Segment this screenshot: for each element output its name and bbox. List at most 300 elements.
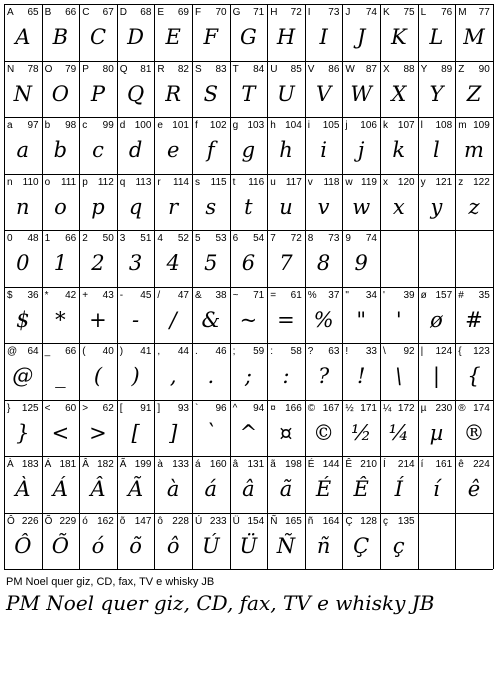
glyph-cell <box>418 230 456 287</box>
glyph-code-label: 47 <box>177 289 189 301</box>
glyph-char-label: ] <box>157 402 161 414</box>
glyph-char-label: = <box>270 289 277 301</box>
glyph-sample: G <box>240 25 257 49</box>
glyph-code-label: 122 <box>473 176 490 188</box>
glyph-code-label: 76 <box>441 7 453 18</box>
glyph-char-label: ê <box>458 459 464 470</box>
glyph-code-label: 131 <box>247 459 265 470</box>
glyph-sample: z <box>468 194 480 219</box>
glyph-cell <box>380 343 418 400</box>
glyph-char-label: M <box>458 7 467 18</box>
glyph-char-label: c <box>82 120 88 131</box>
glyph-code-label: 182 <box>97 459 114 470</box>
glyph-code-label: 102 <box>209 120 227 131</box>
glyph-cell <box>455 117 493 174</box>
glyph-sample: H <box>276 25 296 49</box>
glyph-code-label: 50 <box>102 233 114 244</box>
glyph-cell <box>342 456 380 513</box>
glyph-sample: j <box>357 138 365 162</box>
glyph-cell <box>230 400 268 457</box>
glyph-char-label: N <box>7 63 15 75</box>
glyph-code-label: 65 <box>27 7 39 18</box>
glyph-cell <box>192 61 230 118</box>
glyph-sample: $ <box>16 307 30 332</box>
glyph-char-label: W <box>345 63 355 75</box>
glyph-sample: Â <box>90 477 106 501</box>
glyph-code-label: 73 <box>328 7 340 18</box>
glyph-sample: Ç <box>353 533 370 558</box>
glyph-char-label: E <box>157 7 165 18</box>
glyph-sample: % <box>313 307 334 332</box>
glyph-sample: ? <box>317 364 330 388</box>
glyph-code-label: 119 <box>361 176 377 188</box>
glyph-cell <box>380 117 418 174</box>
glyph-cell <box>79 513 117 570</box>
glyph-code-label: 84 <box>253 63 265 75</box>
glyph-cell <box>117 174 155 231</box>
glyph-sample: Y <box>429 81 444 106</box>
glyph-cell <box>117 287 155 344</box>
glyph-char-label: V <box>307 63 315 75</box>
glyph-char-label: h <box>270 120 276 131</box>
glyph-cell <box>154 400 192 457</box>
character-map-grid <box>4 4 494 590</box>
glyph-char-label: ~ <box>232 289 239 301</box>
glyph-char-label: ø <box>420 289 427 301</box>
glyph-code-label: 230 <box>435 402 453 414</box>
glyph-sample: ~ <box>239 307 258 332</box>
glyph-sample: x <box>392 194 405 219</box>
glyph-code-label: 120 <box>397 176 415 188</box>
glyph-sample: y <box>430 194 443 219</box>
glyph-sample: B <box>52 25 69 49</box>
glyph-char-label: w <box>345 176 353 188</box>
glyph-cell <box>305 287 343 344</box>
glyph-char-label: à <box>157 459 163 470</box>
glyph-code-label: 66 <box>65 7 77 18</box>
glyph-cell <box>4 117 42 174</box>
glyph-cell <box>418 174 456 231</box>
glyph-char-label: í <box>420 459 424 470</box>
glyph-char-label: + <box>82 289 89 301</box>
glyph-code-label: 105 <box>322 120 340 131</box>
glyph-code-label: 58 <box>290 346 302 357</box>
glyph-char-label: _ <box>44 346 51 357</box>
glyph-char-label: ` <box>195 402 199 414</box>
glyph-code-label: 94 <box>253 402 265 414</box>
glyph-char-label: * <box>44 289 49 301</box>
glyph-char-label: u <box>270 176 276 188</box>
glyph-sample: M <box>463 25 485 49</box>
glyph-sample: 8 <box>316 251 331 275</box>
glyph-cell <box>154 174 192 231</box>
glyph-cell <box>305 400 343 457</box>
glyph-char-label: K <box>383 7 390 18</box>
glyph-sample: ñ <box>316 533 331 558</box>
glyph-sample: - <box>132 307 140 332</box>
glyph-sample: P <box>90 81 106 106</box>
glyph-sample: Z <box>466 81 482 106</box>
glyph-cell <box>418 117 456 174</box>
glyph-cell <box>192 400 230 457</box>
glyph-char-label: s <box>195 176 200 188</box>
glyph-char-label: @ <box>7 346 18 357</box>
glyph-sample: v <box>317 194 330 219</box>
glyph-cell <box>4 287 42 344</box>
glyph-code-label: 210 <box>360 459 377 470</box>
glyph-char-label: 5 <box>195 233 201 244</box>
glyph-char-label: b <box>44 120 51 131</box>
glyph-cell <box>267 4 305 61</box>
glyph-code-label: 160 <box>209 459 227 470</box>
glyph-char-label: Ô <box>7 515 15 527</box>
glyph-char-label: ç <box>383 515 388 527</box>
glyph-code-label: 38 <box>215 289 227 301</box>
glyph-char-label: % <box>307 289 317 301</box>
glyph-sample: Í <box>394 477 403 501</box>
glyph-code-label: 88 <box>403 63 415 75</box>
glyph-sample: p <box>91 194 105 219</box>
glyph-sample: r <box>168 194 179 219</box>
glyph-char-label: © <box>307 402 316 414</box>
glyph-sample: D <box>127 25 145 49</box>
glyph-code-label: 68 <box>140 7 152 18</box>
glyph-code-label: 52 <box>177 233 189 244</box>
glyph-char-label: r <box>157 176 161 188</box>
glyph-cell <box>305 513 343 570</box>
glyph-sample: R <box>165 81 182 106</box>
glyph-code-label: 59 <box>253 346 265 357</box>
glyph-code-label: 69 <box>177 7 189 18</box>
glyph-sample: U <box>277 81 295 106</box>
glyph-cell <box>267 456 305 513</box>
glyph-cell <box>230 4 268 61</box>
glyph-sample: h <box>279 138 293 162</box>
glyph-code-label: 61 <box>290 289 302 301</box>
glyph-sample: = <box>277 307 295 332</box>
glyph-code-label: 34 <box>365 289 377 301</box>
glyph-char-label: R <box>157 63 165 75</box>
glyph-sample: ] <box>169 420 178 445</box>
glyph-sample: i <box>320 138 327 162</box>
glyph-char-label: T <box>232 63 239 75</box>
glyph-char-label: l <box>420 120 423 131</box>
glyph-code-label: 123 <box>473 346 490 357</box>
glyph-code-label: 77 <box>478 7 490 18</box>
glyph-sample: e <box>166 138 180 162</box>
glyph-char-label: A <box>7 7 14 18</box>
glyph-cell <box>4 230 42 287</box>
glyph-sample: _ <box>55 364 66 388</box>
glyph-char-label: Í <box>383 459 386 470</box>
glyph-cell <box>192 513 230 570</box>
glyph-char-label: k <box>383 120 388 131</box>
glyph-code-label: 43 <box>102 289 114 301</box>
glyph-cell <box>418 4 456 61</box>
sample-text-rendered: PM Noel quer giz, CD, fax, TV e whisky JB <box>6 591 435 615</box>
glyph-cell <box>305 4 343 61</box>
glyph-sample: / <box>169 307 177 332</box>
glyph-code-label: 85 <box>290 63 302 75</box>
glyph-cell <box>267 174 305 231</box>
glyph-cell <box>192 287 230 344</box>
glyph-char-label: . <box>195 346 198 357</box>
glyph-char-label: ¼ <box>383 402 392 414</box>
glyph-code-label: 224 <box>473 459 490 470</box>
glyph-char-label: Ñ <box>270 515 278 527</box>
glyph-cell <box>418 287 456 344</box>
glyph-code-label: 62 <box>102 402 114 414</box>
glyph-cell <box>230 117 268 174</box>
glyph-code-label: 96 <box>215 402 227 414</box>
glyph-code-label: 154 <box>247 515 265 527</box>
glyph-char-label: D <box>119 7 128 18</box>
glyph-sample: w <box>352 194 371 219</box>
glyph-cell <box>455 230 493 287</box>
glyph-sample: > <box>89 420 107 445</box>
glyph-char-label: F <box>195 7 202 18</box>
glyph-sample: { <box>467 364 481 388</box>
glyph-code-label: 37 <box>328 289 340 301</box>
glyph-cell <box>154 287 192 344</box>
glyph-cell <box>154 343 192 400</box>
glyph-cell <box>418 400 456 457</box>
glyph-sample: " <box>356 307 367 332</box>
glyph-code-label: 100 <box>134 120 152 131</box>
glyph-sample: ! <box>356 364 366 388</box>
glyph-char-label: ® <box>458 402 466 414</box>
glyph-code-label: 86 <box>328 63 340 75</box>
glyph-sample: õ <box>129 533 142 558</box>
glyph-char-label: : <box>270 346 273 357</box>
glyph-sample: * <box>55 307 66 332</box>
glyph-cell <box>305 61 343 118</box>
glyph-sample: µ <box>429 420 444 445</box>
glyph-code-label: 79 <box>65 63 77 75</box>
glyph-sample: X <box>391 81 407 106</box>
glyph-char-label: 3 <box>119 233 126 244</box>
glyph-char-label: ( <box>82 346 86 357</box>
glyph-cell <box>342 117 380 174</box>
glyph-sample: ` <box>205 420 217 445</box>
glyph-char-label: I <box>307 7 311 18</box>
glyph-sample: d <box>128 138 143 162</box>
glyph-sample: o <box>54 194 67 219</box>
glyph-cell <box>192 456 230 513</box>
glyph-sample: 5 <box>204 251 218 275</box>
glyph-char-label: j <box>345 120 348 131</box>
glyph-char-label: x <box>383 176 388 188</box>
glyph-cell <box>117 456 155 513</box>
glyph-sample: J <box>356 25 366 49</box>
glyph-char-label: e <box>157 120 163 131</box>
glyph-cell <box>455 61 493 118</box>
glyph-code-label: 229 <box>59 515 77 527</box>
glyph-sample: É <box>315 477 332 501</box>
glyph-cell <box>230 230 268 287</box>
glyph-char-label: | <box>420 346 424 357</box>
glyph-cell <box>342 174 380 231</box>
glyph-char-label: P <box>82 63 89 75</box>
glyph-cell <box>4 400 42 457</box>
glyph-cell <box>342 343 380 400</box>
glyph-sample: \ <box>395 364 403 388</box>
glyph-sample: ® <box>463 420 485 445</box>
glyph-char-label: y <box>420 176 426 188</box>
glyph-cell <box>4 343 42 400</box>
glyph-sample: k <box>392 138 406 162</box>
glyph-cell <box>42 343 80 400</box>
glyph-sample: t <box>244 194 253 219</box>
glyph-cell <box>117 513 155 570</box>
glyph-cell <box>79 456 117 513</box>
glyph-cell <box>42 61 80 118</box>
glyph-sample: Ü <box>239 533 258 558</box>
glyph-cell <box>305 117 343 174</box>
glyph-code-label: 54 <box>253 233 265 244</box>
glyph-sample: L <box>429 25 444 49</box>
glyph-sample: À <box>15 477 31 501</box>
glyph-char-label: Ê <box>345 459 353 470</box>
glyph-char-label: z <box>458 176 464 188</box>
glyph-char-label: Â <box>82 459 89 470</box>
glyph-cell <box>342 230 380 287</box>
glyph-sample: . <box>207 364 215 388</box>
glyph-sample: q <box>128 194 143 219</box>
glyph-cell <box>42 287 80 344</box>
glyph-code-label: 183 <box>21 459 39 470</box>
glyph-cell <box>380 174 418 231</box>
glyph-code-label: 113 <box>135 176 152 188</box>
glyph-code-label: 66 <box>65 346 77 357</box>
glyph-code-label: 92 <box>403 346 415 357</box>
glyph-char-label: H <box>270 7 278 18</box>
glyph-cell <box>455 343 493 400</box>
glyph-char-label: - <box>119 289 124 301</box>
glyph-char-label: B <box>44 7 52 18</box>
glyph-char-label: $ <box>7 289 13 301</box>
glyph-char-label: ) <box>119 346 124 357</box>
glyph-char-label: Q <box>119 63 128 75</box>
glyph-code-label: 35 <box>478 289 490 301</box>
glyph-sample: A <box>15 25 31 49</box>
glyph-char-label: Y <box>420 63 428 75</box>
glyph-sample: N <box>13 81 32 106</box>
glyph-cell <box>4 61 42 118</box>
glyph-code-label: 133 <box>172 459 189 470</box>
glyph-cell <box>192 4 230 61</box>
glyph-sample: ; <box>244 364 252 388</box>
glyph-sample: 6 <box>241 251 256 275</box>
glyph-sample: ) <box>131 364 140 388</box>
glyph-sample: s <box>205 194 217 219</box>
glyph-char-label: t <box>232 176 236 188</box>
glyph-sample: | <box>432 364 440 388</box>
glyph-sample: W <box>350 81 372 106</box>
glyph-sample: u <box>279 194 293 219</box>
glyph-code-label: 71 <box>253 7 265 18</box>
glyph-code-label: 87 <box>365 63 377 75</box>
glyph-char-label: á <box>195 459 201 470</box>
glyph-cell <box>418 513 456 570</box>
glyph-cell <box>117 400 155 457</box>
glyph-char-label: Õ <box>44 515 53 527</box>
glyph-code-label: 167 <box>322 402 340 414</box>
glyph-code-label: 104 <box>285 120 302 131</box>
glyph-char-label: J <box>345 7 351 18</box>
glyph-cell <box>342 513 380 570</box>
glyph-sample: ' <box>395 307 402 332</box>
glyph-char-label: C <box>82 7 90 18</box>
glyph-char-label: ? <box>307 346 314 357</box>
glyph-char-label: i <box>307 120 311 131</box>
glyph-code-label: 172 <box>397 402 415 414</box>
glyph-code-label: 36 <box>27 289 39 301</box>
glyph-code-label: 121 <box>435 176 453 188</box>
glyph-code-label: 226 <box>21 515 39 527</box>
glyph-code-label: 64 <box>27 346 39 357</box>
glyph-code-label: 128 <box>360 515 377 527</box>
glyph-code-label: 90 <box>478 63 490 75</box>
glyph-sample: K <box>390 25 407 49</box>
glyph-sample: ¼ <box>388 420 409 445</box>
glyph-code-label: 174 <box>473 402 490 414</box>
glyph-code-label: 97 <box>27 120 39 131</box>
glyph-cell <box>4 456 42 513</box>
glyph-char-label: S <box>195 63 202 75</box>
glyph-sample: 3 <box>128 251 143 275</box>
glyph-cell <box>455 513 493 570</box>
glyph-cell <box>380 61 418 118</box>
glyph-sample: ç <box>392 533 405 558</box>
glyph-sample: Ú <box>201 533 220 558</box>
glyph-char-label: ' <box>383 289 385 301</box>
glyph-code-label: 63 <box>328 346 340 357</box>
glyph-char-label: g <box>232 120 239 131</box>
glyph-char-label: m <box>458 120 467 131</box>
glyph-code-label: 161 <box>435 459 453 470</box>
glyph-code-label: 78 <box>27 63 39 75</box>
sample-text-label: PM Noel quer giz, CD, fax, TV e whisky JB <box>6 576 215 588</box>
glyph-code-label: 144 <box>322 459 340 470</box>
glyph-char-label: 0 <box>7 233 13 244</box>
glyph-cell <box>305 174 343 231</box>
glyph-cell <box>230 456 268 513</box>
glyph-sample: Ô <box>14 533 32 558</box>
glyph-char-label: 7 <box>270 233 276 244</box>
glyph-code-label: 67 <box>102 7 114 18</box>
glyph-code-label: 106 <box>360 120 377 131</box>
glyph-sample: C <box>89 25 107 49</box>
glyph-code-label: 39 <box>403 289 415 301</box>
glyph-cell <box>4 513 42 570</box>
glyph-cell <box>380 456 418 513</box>
glyph-cell <box>267 61 305 118</box>
glyph-cell <box>4 174 42 231</box>
glyph-sample: + <box>89 307 107 332</box>
glyph-char-label: 9 <box>345 233 351 244</box>
glyph-sample: Á <box>52 477 68 501</box>
glyph-cell <box>380 287 418 344</box>
glyph-code-label: 98 <box>65 120 77 131</box>
grid-line-horizontal <box>4 569 493 570</box>
glyph-code-label: 124 <box>435 346 453 357</box>
glyph-code-label: 233 <box>209 515 227 527</box>
glyph-sample: 4 <box>166 251 180 275</box>
glyph-cell <box>192 174 230 231</box>
glyph-sample: 9 <box>354 251 368 275</box>
glyph-code-label: 228 <box>172 515 189 527</box>
